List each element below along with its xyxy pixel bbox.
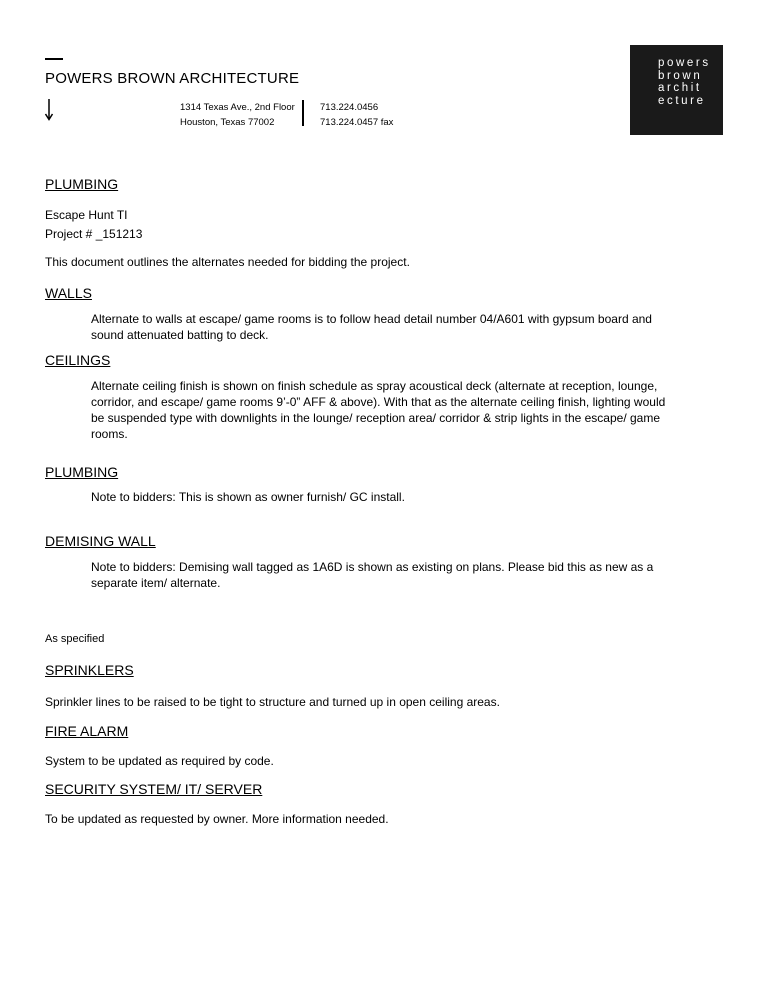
security-body: To be updated as requested by owner. More information needed. bbox=[45, 812, 389, 826]
logo-line: powers bbox=[658, 57, 711, 69]
logo-line: archit bbox=[658, 82, 702, 94]
firm-logo bbox=[630, 45, 723, 135]
contact-block bbox=[320, 100, 393, 130]
security-heading: SECURITY SYSTEM/ IT/ SERVER bbox=[45, 781, 263, 797]
sprinklers-body: Sprinkler lines to be raised to be tight to structure and turned up in open ceiling areas. bbox=[45, 695, 500, 709]
fax-number: 713.224.0457 fax bbox=[320, 117, 394, 128]
document-title: PLUMBING bbox=[45, 176, 119, 192]
intro-text: This document outlines the alternates needed for bidding the project. bbox=[45, 255, 410, 269]
as-specified-text: As specified bbox=[45, 633, 105, 645]
down-arrow-icon bbox=[44, 99, 54, 121]
logo-line: brown bbox=[658, 69, 703, 82]
address-line-1: 1314 Texas Ave., 2nd Floor bbox=[180, 102, 295, 113]
walls-heading: WALLS bbox=[45, 285, 92, 301]
address-block bbox=[180, 100, 295, 130]
fire-alarm-heading: FIRE ALARM bbox=[45, 723, 129, 739]
address-separator bbox=[302, 100, 304, 126]
walls-body: Alternate to walls at escape/ game rooms is to follow head detail number 04/A601 with gypsum board and sound attenuated batting to deck. bbox=[91, 312, 652, 342]
plumbing-heading: PLUMBING bbox=[45, 464, 119, 480]
phone-number: 713.224.0456 bbox=[320, 102, 379, 113]
sprinklers-heading: SPRINKLERS bbox=[45, 662, 134, 678]
project-number: Project # _151213 bbox=[45, 227, 143, 241]
logo-line: ecture bbox=[658, 94, 706, 107]
ceilings-heading: CEILINGS bbox=[45, 352, 111, 368]
address-line-2: Houston, Texas 77002 bbox=[180, 117, 275, 128]
project-name: Escape Hunt TI bbox=[45, 208, 128, 222]
firm-name: POWERS BROWN ARCHITECTURE bbox=[45, 70, 300, 87]
demising-wall-body: Note to bidders: Demising wall tagged as 1A6D is shown as existing on plans. Please bid this as new as a separate item/ alternate. bbox=[91, 560, 654, 590]
letterhead-dash bbox=[45, 58, 63, 60]
fire-alarm-body: System to be updated as required by code. bbox=[45, 754, 274, 768]
ceilings-body: Alternate ceiling finish is shown on finish schedule as spray acoustical deck (alternate at reception, lounge, corridor, and escape/ game rooms 9’-0” AFF & above). With that as the alternate ceiling finish, lighting would be suspended type with downlights in the lounge/ reception area/ corridor & strip lights in the escape/ game rooms. bbox=[91, 379, 666, 441]
demising-wall-heading: DEMISING WALL bbox=[45, 533, 156, 549]
plumbing-body: Note to bidders: This is shown as owner furnish/ GC install. bbox=[91, 490, 405, 504]
